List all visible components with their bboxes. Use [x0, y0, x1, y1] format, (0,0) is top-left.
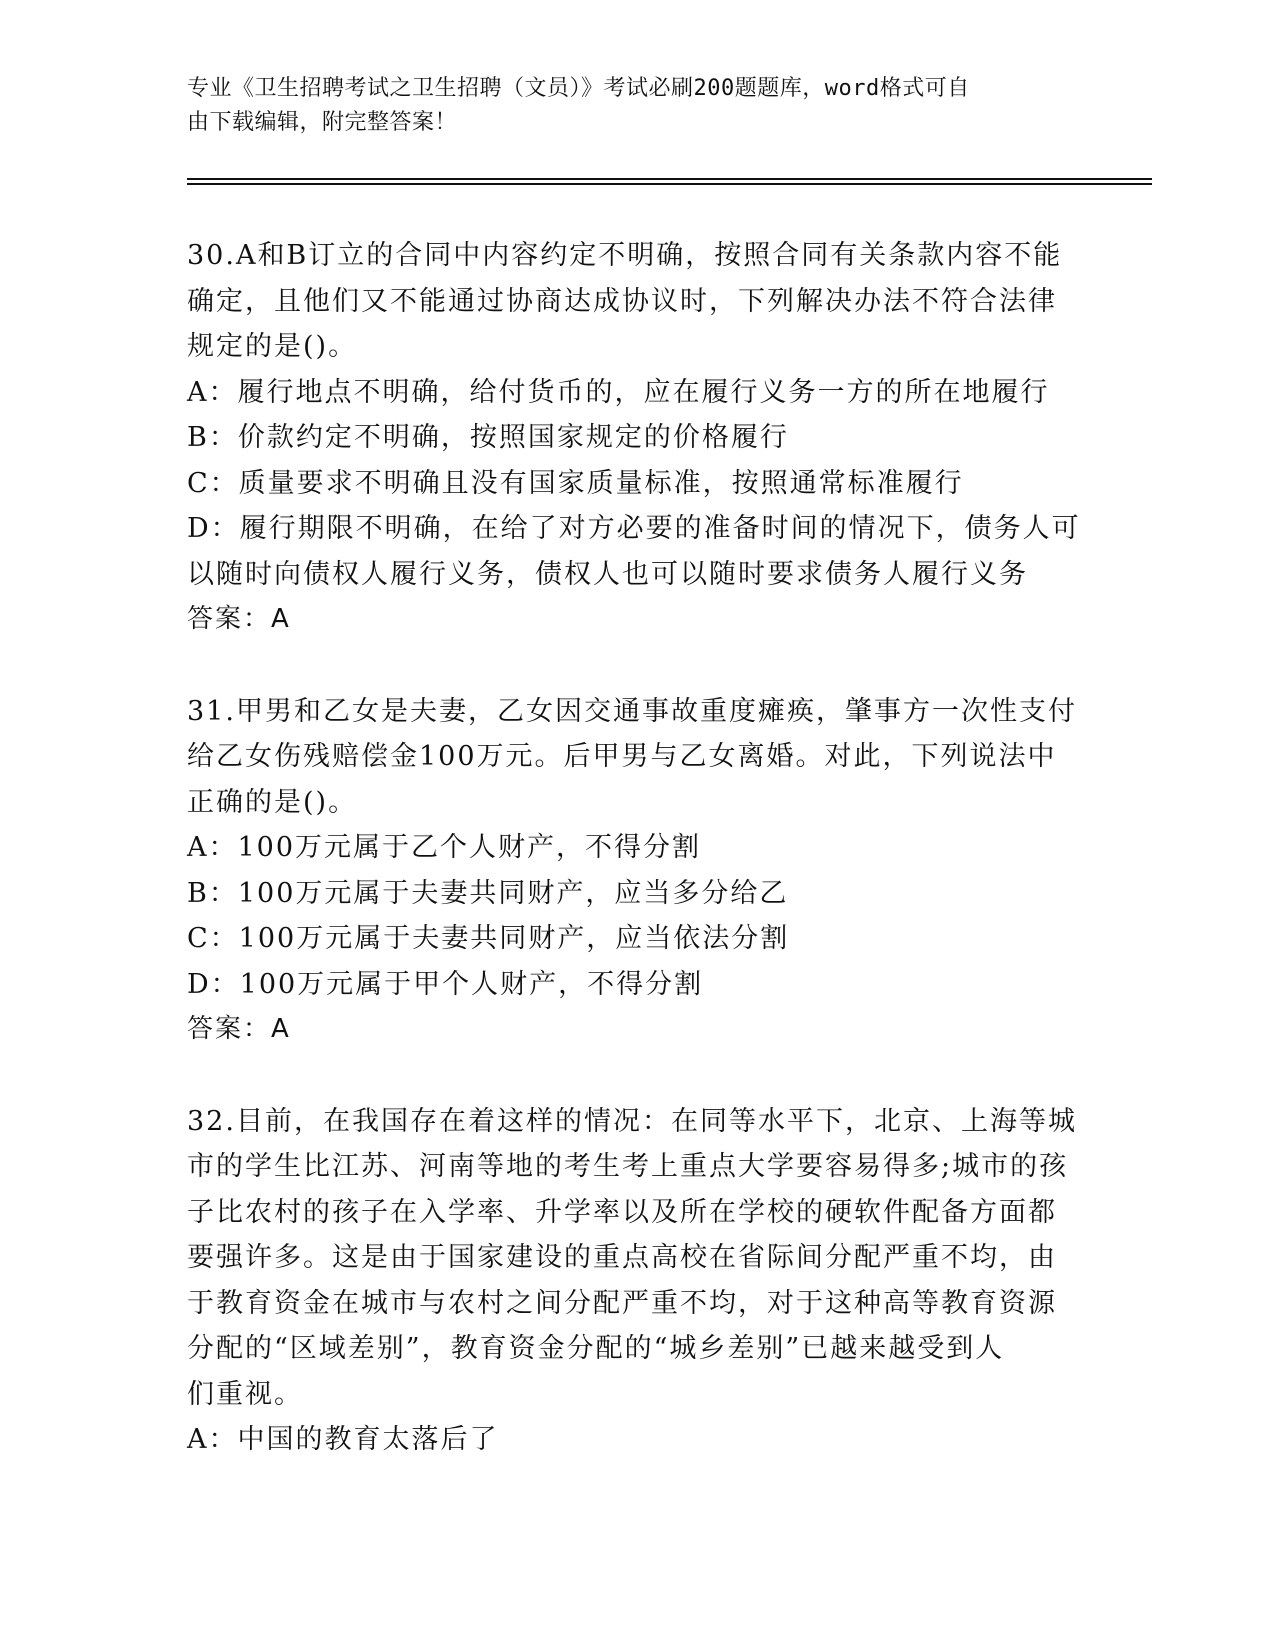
question-line: 市的学生比江苏、河南等地的考生考上重点大学要容易得多;城市的孩: [187, 1151, 1069, 1182]
option-d: D：100万元属于甲个人财产，不得分割: [187, 968, 704, 1000]
option-a: A：中国的教育太落后了: [187, 1424, 499, 1455]
header-rule-top: [187, 178, 1152, 180]
question-line: 正确的是()。: [187, 786, 358, 818]
question-line: 确定，且他们又不能通过协商达成协议时，下列解决办法不符合法律: [187, 285, 1057, 317]
question-line: 30.A和B订立的合同中内容约定不明确，按照合同有关条款内容不能: [187, 240, 1063, 271]
option-b: B：价款约定不明确，按照国家规定的价格履行: [187, 422, 789, 453]
question-line: 子比农村的孩子在入学率、升学率以及所在学校的硬软件配备方面都: [187, 1196, 1057, 1228]
option-c: C：质量要求不明确且没有国家质量标准，按照通常标准履行: [187, 467, 964, 499]
header-line-2: 由下载编辑，附完整答案！: [187, 110, 458, 135]
question-line: 31.甲男和乙女是夫妻，乙女因交通事故重度瘫痪，肇事方一次性支付: [187, 695, 1077, 727]
option-d: D：履行期限不明确，在给了对方必要的准备时间的情况下，债务人可: [187, 513, 1081, 544]
question-line: 要强许多。这是由于国家建设的重点高校在省际间分配严重不均，由: [187, 1242, 1057, 1273]
question-line: 规定的是()。: [187, 331, 358, 362]
option-d-continued: 以随时向债权人履行义务，债权人也可以随时要求债务人履行义务: [187, 558, 1028, 590]
document-header: [187, 72, 1067, 140]
question-line: 们重视。: [187, 1378, 303, 1410]
option-c: C：100万元属于夫妻共同财产，应当依法分割: [187, 923, 790, 954]
spacer: [187, 1053, 1087, 1099]
option-a: A：100万元属于乙个人财产，不得分割: [187, 832, 702, 863]
question-30: [187, 233, 1087, 643]
question-line: 分配的“区域差别”，教育资金分配的“城乡差别”已越来越受到人: [187, 1333, 1005, 1364]
question-line: 32.目前，在我国存在着这样的情况：在同等水平下，北京、上海等城: [187, 1105, 1077, 1137]
question-line: 于教育资金在城市与农村之间分配严重不均，对于这种高等教育资源: [187, 1287, 1057, 1319]
question-line: 给乙女伤残赔偿金100万元。后甲男与乙女离婚。对此，下列说法中: [187, 741, 1057, 772]
answer-label: 答案：A: [187, 604, 291, 634]
question-32: [187, 1099, 1087, 1463]
header-line-1: 专业《卫生招聘考试之卫生招聘（文员）》考试必刷200题题库，word格式可自: [187, 76, 970, 101]
option-b: B：100万元属于夫妻共同财产，应当多分给乙: [187, 877, 789, 909]
answer-label: 答案：A: [187, 1014, 291, 1044]
question-31: [187, 689, 1087, 1053]
spacer: [187, 643, 1087, 689]
option-a: A：履行地点不明确，给付货币的，应在履行义务一方的所在地履行: [187, 376, 1050, 408]
question-list: [187, 233, 1087, 1463]
header-rule-bottom: [187, 183, 1152, 185]
